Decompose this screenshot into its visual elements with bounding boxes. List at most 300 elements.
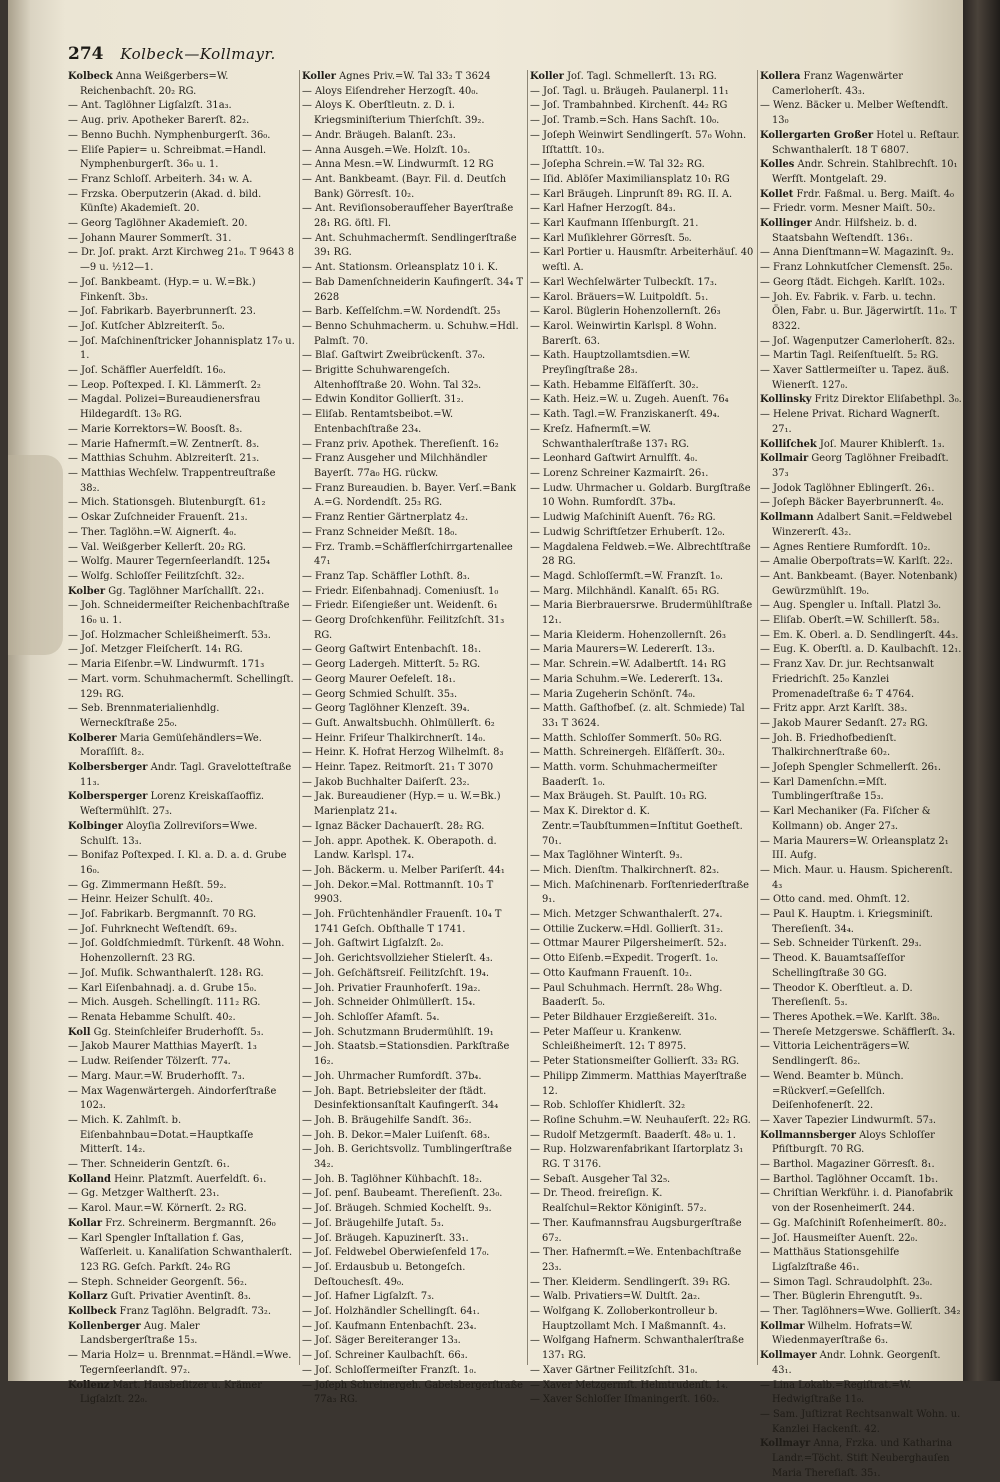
directory-entry bbox=[68, 1158, 296, 1173]
directory-entry bbox=[68, 246, 296, 275]
entry-text: — Wolfg. Schloſſer Feilitzſchſt. 32₂. bbox=[68, 570, 245, 582]
directory-entry bbox=[302, 99, 524, 128]
directory-entry bbox=[760, 1305, 962, 1320]
entry-text: — Matth. Schreinergeh. Elſäſſerſt. 30₂. bbox=[530, 747, 726, 759]
entry-text: — Joh. Bäckerm. u. Melber Pariſerſt. 44₁ bbox=[302, 864, 505, 876]
directory-entry bbox=[302, 1246, 524, 1261]
entry-text: — Georg Maurer Oefeleſt. 18₁. bbox=[302, 673, 456, 685]
directory-entry bbox=[760, 1437, 962, 1481]
directory-entry bbox=[760, 1290, 962, 1305]
entry-text: — Helene Privat. Richard Wagnerſt. 27₁. bbox=[760, 409, 940, 435]
entry-text: — Joſ. Fuhrknecht Weſtendſt. 69₃. bbox=[68, 923, 238, 935]
entry-text: — Joſ. penſ. Baubeamt. Thereſienſt. 23₀. bbox=[302, 1188, 503, 1200]
entry-text: — Peter Stationsmeiſter Gollierſt. 33₂ RG. bbox=[530, 1056, 740, 1068]
entry-text: — Ant. Schuhmachermſt. Sendlingerſtraße 39₁ RG. bbox=[302, 232, 517, 259]
entry-surname: Koller bbox=[530, 71, 564, 82]
entry-text: — Karl Spengler Inſtallation f. Gas, Waſſerleit. u. Kanaliſation Schwanthalerſt. 123 RG. Geſch. Parkſt. 24₀ RG bbox=[68, 1232, 293, 1273]
entry-text: — Jakob Buchhalter Daiſerſt. 23₂. bbox=[302, 776, 470, 788]
directory-entry bbox=[530, 232, 754, 247]
directory-entry bbox=[530, 790, 754, 805]
page-header bbox=[68, 44, 276, 68]
entry-text: — Bab Damenſchneiderin Kaufingerſt. 34₄ T 2628 bbox=[302, 276, 524, 303]
entry-text: — Joſ. Säger Bereiteranger 13₃. bbox=[302, 1335, 461, 1347]
entry-surname: Kollarz bbox=[68, 1291, 108, 1303]
entry-text: — Joh. Schutzmann Brudermühlſt. 19₁ bbox=[302, 1026, 494, 1038]
directory-entry bbox=[68, 276, 296, 305]
entry-text: — Rudolf Metzgermſt. Baaderſt. 48₀ u. 1. bbox=[530, 1129, 736, 1141]
directory-entry bbox=[68, 129, 296, 144]
entry-surname: Kollar bbox=[68, 1217, 103, 1229]
directory-entry bbox=[530, 1217, 754, 1246]
entry-text: Andr. Hilfsheiz. b. d. Staatsbahn Weſtendſt. 136₁. bbox=[772, 218, 918, 244]
entry-surname: Kollergarten Großer bbox=[760, 129, 874, 141]
entry-text: — Seb. Schneider Türkenſt. 29₃. bbox=[760, 938, 922, 950]
directory-entry bbox=[760, 541, 962, 556]
entry-text: — Ludwig Maſchiniſt Auenſt. 76₂ RG. bbox=[530, 512, 716, 524]
directory-entry bbox=[760, 658, 962, 702]
entry-text: — Theodor K. Oberſtleut. a. D. Thereſienſt. 5₃. bbox=[760, 982, 913, 1009]
entry-surname: Kollmair bbox=[760, 453, 809, 465]
directory-entry bbox=[760, 1408, 962, 1437]
entry-text: Gg. Steinſchleifer Bruderhofſt. 5₃. bbox=[90, 1026, 264, 1038]
directory-entry bbox=[68, 541, 296, 556]
entry-text: — Friedr. Eiſengießer unt. Weidenſt. 6₁ bbox=[302, 600, 498, 612]
entry-text: Andr. Lohnk. Georgenſt. 43₁. bbox=[772, 1350, 941, 1376]
directory-entry bbox=[760, 1187, 962, 1216]
directory-entry bbox=[68, 996, 296, 1011]
directory-entry bbox=[760, 188, 962, 203]
entry-text: — Joh. B. Taglöhner Kühbachſt. 18₂. bbox=[302, 1173, 483, 1185]
entry-text: — Gg. Maſchiniſt Roſenheimerſt. 80₂. bbox=[760, 1217, 947, 1229]
directory-page bbox=[8, 0, 963, 1479]
entry-text: — Georg Schmied Schulſt. 35₃. bbox=[302, 688, 458, 700]
entry-text: — Chriſtian Werkführ. i. d. Pianofabrik von der Rosenheimerſt. 244. bbox=[760, 1188, 953, 1215]
entry-text: — Blaſ. Gaſtwirt Zweibrückenſt. 37₀. bbox=[302, 350, 486, 362]
entry-text: — Georg Gaſtwirt Entenbachſt. 18₁. bbox=[302, 644, 482, 656]
directory-entry bbox=[530, 173, 754, 188]
directory-entry bbox=[68, 1276, 296, 1291]
directory-entry bbox=[530, 158, 754, 173]
directory-entry bbox=[68, 820, 296, 849]
entry-text: — Georg ſtädt. Eichgeh. Karlſt. 102₃. bbox=[760, 276, 946, 288]
entry-text: — Maria Bierbrauersrwe. Brudermühlſtraße 12₁. bbox=[530, 600, 753, 627]
directory-entry bbox=[302, 1232, 524, 1247]
directory-entry bbox=[302, 967, 524, 982]
entry-text: — Joſ. Hausmeiſter Auenſt. 22₀. bbox=[760, 1232, 918, 1244]
directory-entry bbox=[530, 246, 754, 275]
directory-entry bbox=[302, 570, 524, 585]
entry-text: — Joſepha Schrein.=W. Tal 32₂ RG. bbox=[530, 159, 705, 171]
directory-entry bbox=[68, 923, 296, 938]
entry-text: — Mich. K. Zahlmſt. b. Eiſenbahnbau=Dotat.=Hauptkaſſe Mitterſt. 14₂. bbox=[68, 1114, 254, 1156]
entry-text: — Theod. K. Bauamtsaſſeſſor Schellingſtraße 30 GG. bbox=[760, 953, 905, 979]
entry-text: — Peter Bildhauer Erzgießereiſt. 31₀. bbox=[530, 1012, 718, 1023]
entry-text: — Rob. Schloſſer Khidlerſt. 32₂ bbox=[530, 1100, 686, 1112]
entry-text: — Franz Ausgeher und Milchhändler Bayerſt. 77a₀ HG. rückw. bbox=[302, 453, 488, 479]
entry-text: Joſ. Tagl. Schmellerſt. 13₁ RG. bbox=[563, 71, 717, 82]
directory-entry bbox=[760, 496, 962, 511]
directory-entry bbox=[760, 70, 962, 99]
entry-text: — Johann Maurer Sommerſt. 31. bbox=[68, 232, 232, 244]
directory-entry bbox=[530, 423, 754, 452]
entry-text: — Otto Eiſenb.=Expedit. Trogerſt. 1₀. bbox=[530, 953, 719, 965]
directory-entry bbox=[530, 1011, 754, 1026]
entry-text: — Joh. Früchtenhändler Frauenſt. 10₄ T 1741 Geſch. Obſthalle T 1741. bbox=[302, 909, 502, 935]
directory-entry bbox=[760, 452, 962, 481]
entry-text: — Joh. Schneider Ohlmüllerſt. 15₄. bbox=[302, 997, 476, 1009]
entry-text: — Wenz. Bäcker u. Melber Weſtendſt. 13₀ bbox=[760, 100, 949, 127]
directory-entry bbox=[68, 937, 296, 966]
directory-entry bbox=[760, 805, 962, 834]
directory-entry bbox=[530, 305, 754, 320]
entry-surname: Kollmayr bbox=[760, 1438, 811, 1450]
entry-text: Aug. Maler Landsbergerſtraße 15₃. bbox=[80, 1320, 200, 1347]
directory-entry bbox=[530, 1129, 754, 1144]
entry-text: — Max K. Direktor d. K. Zentr.=Taubſtummen=Inſtitut Goetheſt. 70₁. bbox=[530, 806, 743, 847]
entry-text: — Iſid. Ablöſer Maximiliansplatz 10₁ RG bbox=[530, 173, 730, 185]
directory-entry bbox=[760, 364, 962, 393]
directory-entry bbox=[68, 761, 296, 790]
entry-text: — Joh. Gerichtsvollzieher Stielerſt. 4₃. bbox=[302, 953, 493, 965]
directory-entry bbox=[68, 173, 296, 188]
entry-surname: Kolland bbox=[68, 1173, 111, 1185]
directory-entry bbox=[68, 1349, 296, 1378]
column-1 bbox=[68, 70, 296, 1406]
entry-text: — Joſ. Goldſchmiedmſt. Türkenſt. 48 Wohn. Hohenzollernſt. 23 RG. bbox=[68, 938, 285, 965]
entry-text: — Karol. Maur.=W. Körnerſt. 2₂ RG. bbox=[68, 1203, 247, 1215]
directory-entry bbox=[530, 937, 754, 952]
entry-text: Aloyſia Zollreviſors=Wwe. Schulſt. 13₃. bbox=[80, 820, 258, 847]
entry-text: — Georg Droſchkenführ. Feilitzſchſt. 31₃ RG. bbox=[302, 615, 505, 641]
directory-entry bbox=[68, 305, 296, 320]
directory-entry bbox=[302, 585, 524, 600]
directory-entry bbox=[302, 790, 524, 819]
entry-text: — Ther. Büglerin Ehrengutſt. 9₃. bbox=[760, 1291, 923, 1303]
directory-entry bbox=[68, 114, 296, 129]
entry-text: — Maria Maurers=W. Ledererſt. 13₃. bbox=[530, 644, 716, 656]
entry-text: — Joſ. Fabrikarb. Bayerbrunnerſt. 23. bbox=[68, 306, 256, 318]
directory-entry bbox=[760, 893, 962, 908]
entry-text: — Maria Maurers=W. Orleansplatz 2₁ III. Aufg. bbox=[760, 835, 949, 862]
directory-entry bbox=[68, 629, 296, 644]
directory-entry bbox=[530, 923, 754, 938]
directory-entry bbox=[68, 1070, 296, 1085]
entry-text: — Matthias Schuhm. Ablzreiterſt. 21₃. bbox=[68, 453, 260, 465]
entry-text: — Georg Ladergeh. Mitterſt. 5₂ RG. bbox=[302, 659, 481, 671]
entry-surname: Kollbeck bbox=[68, 1306, 117, 1318]
entry-text: — Xaver Sattlermeiſter u. Tapez. äuß. Wienerſt. 127₀. bbox=[760, 365, 950, 391]
entry-text: — Matthäus Stationsgehilfe Ligſalzſtraße 46₁. bbox=[760, 1247, 900, 1273]
directory-entry bbox=[302, 864, 524, 879]
directory-entry bbox=[302, 526, 524, 541]
entry-text: — Joſ. Wagenputzer Camerloherſt. 82₃. bbox=[760, 335, 956, 347]
entry-text: — Joſ. Hafner Ligſalzſt. 7₃. bbox=[302, 1291, 435, 1303]
entry-text: Joſ. Maurer Khiblerſt. 1₃. bbox=[816, 438, 945, 450]
entry-text: — Aloys Eiſendreher Herzogſt. 40₀. bbox=[302, 85, 479, 97]
directory-entry bbox=[530, 643, 754, 658]
entry-text: — Franz Schneider Meßſt. 18₀. bbox=[302, 526, 458, 538]
directory-entry bbox=[302, 776, 524, 791]
directory-entry bbox=[68, 1055, 296, 1070]
entry-text: — Em. K. Oberl. a. D. Sendlingerſt. 44₃. bbox=[760, 629, 959, 641]
entry-text: — Ant. Taglöhner Ligſalzſt. 31a₃. bbox=[68, 100, 232, 112]
entry-text: — Agnes Rentiere Rumfordſt. 10₂. bbox=[760, 541, 931, 553]
entry-text: — Maria Holz= u. Brennmat.=Händl.=Wwe. Tegernſeerlandſt. 97₂. bbox=[68, 1350, 292, 1376]
entry-text: — Joh. Privatier Fraunhoferſt. 19a₂. bbox=[302, 982, 481, 994]
entry-text: — Eug. K. Oberſtl. a. D. Kaulbachſt. 12₁. bbox=[760, 644, 962, 656]
directory-entry bbox=[530, 1143, 754, 1172]
entry-text: — Val. Weißgerber Kellerſt. 20₂ RG. bbox=[68, 541, 246, 553]
entry-text: — Mich. Ausgeh. Schellingſt. 111₂ RG. bbox=[68, 997, 261, 1009]
entry-text: — Aloys K. Oberſtleutn. z. D. i. Kriegsminiſterium Thierſchſt. 39₂. bbox=[302, 100, 485, 127]
entry-text: — Joſ. Maſchinenſtricker Johannisplatz 17₀ u. 1. bbox=[68, 335, 295, 362]
directory-entry bbox=[530, 1114, 754, 1129]
directory-entry bbox=[530, 467, 754, 482]
entry-text: — Sebaſt. Ausgeher Tal 32₅. bbox=[530, 1173, 671, 1185]
directory-entry bbox=[760, 261, 962, 276]
directory-entry bbox=[760, 1070, 962, 1114]
directory-entry bbox=[302, 1217, 524, 1232]
directory-entry bbox=[760, 599, 962, 614]
directory-entry bbox=[760, 1217, 962, 1232]
directory-entry bbox=[530, 1276, 754, 1291]
directory-entry bbox=[530, 805, 754, 849]
directory-entry bbox=[68, 144, 296, 173]
directory-entry bbox=[760, 952, 962, 981]
directory-entry bbox=[530, 1379, 754, 1394]
entry-text: — Eliſab. Rentamtsbeibot.=W. Entenbachſtraße 23₄. bbox=[302, 409, 454, 435]
directory-entry bbox=[68, 379, 296, 394]
directory-entry bbox=[68, 790, 296, 819]
directory-entry bbox=[68, 393, 296, 422]
directory-entry bbox=[530, 1026, 754, 1055]
directory-entry bbox=[302, 129, 524, 144]
directory-entry bbox=[302, 452, 524, 481]
entry-text: — Joh. Geſchäftsreiſ. Feilitzſchſt. 19₄. bbox=[302, 967, 489, 979]
entry-text: — Heinr. Friſeur Thalkirchnerſt. 14₀. bbox=[302, 732, 486, 744]
directory-entry bbox=[302, 305, 524, 320]
entry-surname: Kollenberger bbox=[68, 1320, 141, 1332]
directory-entry bbox=[68, 908, 296, 923]
entry-text: Agnes Priv.=W. Tal 33₂ T 3624 bbox=[335, 71, 491, 82]
entry-text: — Marie Hafnermſt.=W. Zentnerſt. 8₃. bbox=[68, 438, 260, 450]
directory-entry bbox=[760, 864, 962, 893]
directory-entry bbox=[530, 320, 754, 349]
directory-entry bbox=[302, 1143, 524, 1172]
entry-surname: Kolles bbox=[760, 159, 795, 171]
directory-entry bbox=[302, 1026, 524, 1041]
entry-surname: Kollinsky bbox=[760, 394, 812, 406]
entry-text: — Franz priv. Apothek. Thereſienſt. 16₂ bbox=[302, 438, 499, 450]
entry-text: — Dr. Theod. freireſign. K. Realſchul=Rektor Königinſt. 57₂. bbox=[530, 1188, 707, 1215]
directory-entry bbox=[68, 496, 296, 511]
entry-text: — Joſ. Schreiner Kaulbachſt. 66₃. bbox=[302, 1350, 468, 1362]
directory-entry bbox=[302, 1187, 524, 1202]
directory-entry bbox=[302, 614, 524, 643]
directory-entry bbox=[68, 702, 296, 731]
entry-text: — Ther. Kaufmannsfrau Augsburgerſtraße 67₂. bbox=[530, 1217, 742, 1244]
entry-text: — Ludwig Schriftſetzer Erhuberſt. 12₀. bbox=[530, 526, 725, 538]
entry-text: — Maria Eiſenbr.=W. Lindwurmſt. 171₃ bbox=[68, 659, 265, 671]
entry-text: — Kath. Heiz.=W. u. Zugeh. Auenſt. 76₄ bbox=[530, 394, 729, 406]
directory-entry bbox=[302, 673, 524, 688]
directory-entry bbox=[760, 1246, 962, 1275]
entry-text: Anna Weißgerbers=W. Reichenbachſt. 20₂ RG. bbox=[80, 71, 229, 97]
directory-entry bbox=[68, 70, 296, 99]
entry-text: — Frzska. Oberputzerin (Akad. d. bild. Künſte) Akademieſt. 20. bbox=[68, 188, 262, 215]
directory-entry bbox=[530, 658, 754, 673]
directory-entry bbox=[760, 438, 962, 453]
entry-surname: Kolber bbox=[68, 585, 106, 597]
entry-text: — Joſ. Metzger Fleiſcherſt. 14₁ RG. bbox=[68, 644, 243, 656]
entry-text: — Karol. Büglerin Hohenzollernſt. 26₃ bbox=[530, 306, 721, 318]
entry-text: — Kath. Tagl.=W. Franziskanerſt. 49₄. bbox=[530, 409, 720, 421]
directory-entry bbox=[760, 643, 962, 658]
directory-entry bbox=[302, 599, 524, 614]
entry-text: — Maria Zugeherin Schönſt. 74₀. bbox=[530, 688, 696, 700]
entry-surname: Kolbersberger bbox=[68, 762, 148, 774]
entry-text: Wilhelm. Hofrats=W. Wiedenmayerſtraße 6₃. bbox=[772, 1320, 913, 1347]
directory-entry bbox=[530, 599, 754, 628]
entry-text: — Joh. Gaſtwirt Ligſalzſt. 2₀. bbox=[302, 938, 444, 950]
directory-entry bbox=[302, 1320, 524, 1335]
directory-entry bbox=[68, 879, 296, 894]
entry-text: — Karl Wechſelwärter Tulbeckſt. 17₃. bbox=[530, 276, 718, 288]
entry-text: — Leonhard Gaſtwirt Arnulfſt. 4₀. bbox=[530, 453, 698, 465]
entry-text: — Mar. Schrein.=W. Adalbertſt. 14₁ RG bbox=[530, 659, 727, 671]
directory-entry bbox=[760, 408, 962, 437]
column-divider bbox=[757, 70, 758, 1365]
entry-surname: Kolbersperger bbox=[68, 791, 148, 803]
directory-entry bbox=[530, 1055, 754, 1070]
entry-text: — Marie Korrektors=W. Boosſt. 8₃. bbox=[68, 423, 243, 435]
directory-entry bbox=[302, 952, 524, 967]
entry-text: — Simon Tagl. Schraudolphſt. 23₀. bbox=[760, 1276, 933, 1288]
directory-entry bbox=[760, 1129, 962, 1158]
entry-text: — Joſ. Erdausbub u. Betongeſch. Deſtouchesſt. 49₀. bbox=[302, 1261, 466, 1288]
entry-text: — Marg. Milchhändl. Kanalſt. 65₁ RG. bbox=[530, 585, 720, 597]
entry-text: — Joſ. Bräugeh. Kapuzinerſt. 33₁. bbox=[302, 1232, 469, 1244]
column-4 bbox=[760, 70, 962, 1479]
entry-text: — Joh. B. Dekor.=Maler Luiſenſt. 68₃. bbox=[302, 1129, 491, 1141]
directory-entry bbox=[68, 893, 296, 908]
entry-text: — Franz Rentier Gärtnerplatz 4₂. bbox=[302, 512, 469, 524]
directory-entry bbox=[760, 291, 962, 335]
directory-entry bbox=[760, 835, 962, 864]
directory-entry bbox=[68, 188, 296, 217]
entry-text: — Otto cand. med. Ohmſt. 12. bbox=[760, 894, 910, 906]
directory-entry bbox=[302, 688, 524, 703]
entry-text: — Joſeph Bäcker Bayerbrunnerſt. 4₀. bbox=[760, 497, 944, 509]
directory-entry bbox=[302, 1114, 524, 1129]
directory-entry bbox=[530, 1099, 754, 1114]
entry-text: — Benno Buchh. Nymphenburgerſt. 36₀. bbox=[68, 129, 271, 141]
directory-entry bbox=[302, 1173, 524, 1188]
entry-text: — Joſ. Muſik. Schwanthalerſt. 128₁ RG. bbox=[68, 967, 264, 979]
directory-entry bbox=[760, 482, 962, 497]
directory-entry bbox=[760, 982, 962, 1011]
directory-entry bbox=[760, 570, 962, 599]
entry-text: — Joſ. Holzmacher Schleißheimerſt. 53₃. bbox=[68, 629, 271, 641]
entry-text: — Aug. priv. Apotheker Barerſt. 82₂. bbox=[68, 115, 250, 127]
directory-entry bbox=[760, 335, 962, 350]
directory-entry bbox=[530, 217, 754, 232]
directory-entry bbox=[530, 70, 754, 85]
entry-text: — Xaver Metzgermſt. Helmtrudenſt. 1₄. bbox=[530, 1379, 729, 1391]
directory-entry bbox=[530, 673, 754, 688]
directory-entry bbox=[760, 1026, 962, 1041]
entry-text: — Ludw. Reiſender Tölzerſt. 77₄. bbox=[68, 1056, 231, 1068]
entry-text: — Ignaz Bäcker Dachauerſt. 28₂ RG. bbox=[302, 820, 485, 832]
entry-text: — Joſ. Fabrikarb. Bergmannſt. 70 RG. bbox=[68, 909, 257, 921]
entry-text: — Matth. Schloſſer Sommerſt. 50₀ RG. bbox=[530, 732, 723, 744]
entry-surname: Kollet bbox=[760, 188, 794, 200]
directory-entry bbox=[760, 629, 962, 644]
entry-text: — Lorenz Schreiner Kazmairſt. 26₁. bbox=[530, 467, 709, 479]
entry-surname: Koll bbox=[68, 1026, 91, 1038]
entry-text: — Seb. Brennmaterialienhdlg. Werneckſtraße 25₀. bbox=[68, 703, 220, 729]
page-range: Kolbeck—Kollmayr. bbox=[120, 45, 276, 63]
directory-entry bbox=[530, 511, 754, 526]
entry-text: — Ther. Taglöhn.=W. Aignerſt. 4₀. bbox=[68, 526, 237, 538]
entry-text: — Brigitte Schuhwarengeſch. Altenhofſtraße 20. Wohn. Tal 32₅. bbox=[302, 365, 482, 391]
directory-entry bbox=[530, 702, 754, 731]
entry-text: — Eliſab. Oberſt.=W. Schillerſt. 58₃. bbox=[760, 615, 940, 627]
directory-entry bbox=[68, 1217, 296, 1232]
entry-text: — Magdal. Polizei=Bureaudienersfrau Hildegardſt. 13₀ RG. bbox=[68, 394, 261, 421]
directory-entry bbox=[68, 1305, 296, 1320]
entry-text: — Matthias Wechſelw. Trappentreuſtraße 38₂. bbox=[68, 467, 276, 494]
entry-surname: Kolbinger bbox=[68, 820, 123, 832]
entry-text: — Karl Kaufmann Iſſenburgſt. 21. bbox=[530, 218, 699, 230]
entry-text: — Franz Xav. Dr. jur. Rechtsanwalt Friedrichſt. 25₀ Kanzlei Promenadeſtraße 6₂ T 4764. bbox=[760, 659, 934, 700]
directory-entry bbox=[760, 1232, 962, 1247]
directory-entry bbox=[760, 1379, 962, 1408]
directory-entry bbox=[530, 129, 754, 158]
directory-entry bbox=[302, 746, 524, 761]
entry-text: — Dr. Joſ. prakt. Arzt Kirchweg 21₀. T 9643 8—9 u. ½12—1. bbox=[68, 247, 294, 274]
directory-entry bbox=[760, 1173, 962, 1188]
page-number: 274 bbox=[68, 44, 104, 64]
directory-entry bbox=[302, 393, 524, 408]
entry-text: — Xaver Gärtner Feilitzſchſt. 31₀. bbox=[530, 1364, 698, 1376]
entry-text: — Ant. Stationsm. Orleansplatz 10 i. K. bbox=[302, 262, 498, 274]
directory-entry bbox=[68, 335, 296, 364]
entry-text: — Barthol. Taglöhner Occamſt. 1b₁. bbox=[760, 1173, 939, 1185]
entry-text: — Franz Schloſſ. Arbeiterh. 34₁ w. A. bbox=[68, 173, 253, 185]
entry-text: — Heinr. Heizer Schulſt. 40₂. bbox=[68, 894, 214, 906]
directory-entry bbox=[302, 982, 524, 997]
entry-surname: Kolliſchek bbox=[760, 438, 817, 450]
directory-entry bbox=[760, 937, 962, 952]
entry-text: — Ther. Taglöhners=Wwe. Gollierſt. 34₂ bbox=[760, 1306, 961, 1318]
entry-text: — Joh. Uhrmacher Rumfordſt. 37b₄. bbox=[302, 1070, 482, 1082]
entry-text: Andr. Tagl. Gravelotteſtraße 11₃. bbox=[80, 762, 292, 788]
entry-text: — Paul Schuhmach. Herrnſt. 28₀ Whg. Baaderſt. 5₀. bbox=[530, 982, 723, 1009]
entry-text: Andr. Schrein. Stahlbrechſt. 10₁ Werfſt. Montgelaſt. 29. bbox=[772, 159, 958, 185]
entry-text: Frz. Schreinerm. Bergmannſt. 26₀ bbox=[102, 1217, 276, 1229]
directory-entry bbox=[302, 761, 524, 776]
directory-entry bbox=[302, 1011, 524, 1026]
directory-entry bbox=[530, 1393, 754, 1408]
entry-text: — Joh. Staatsb.=Stationsdien. Parkſtraße 16₂. bbox=[302, 1041, 510, 1068]
entry-text: Fritz Direktor Eliſabethpl. 3₀. bbox=[811, 394, 962, 406]
entry-text: — Joſ. Schäffler Auerfeldſt. 16₀. bbox=[68, 365, 226, 377]
directory-entry bbox=[302, 349, 524, 364]
directory-entry bbox=[530, 746, 754, 761]
entry-text: — Aug. Spengler u. Inſtall. Platzl 3₀. bbox=[760, 600, 942, 612]
directory-entry bbox=[302, 1085, 524, 1114]
